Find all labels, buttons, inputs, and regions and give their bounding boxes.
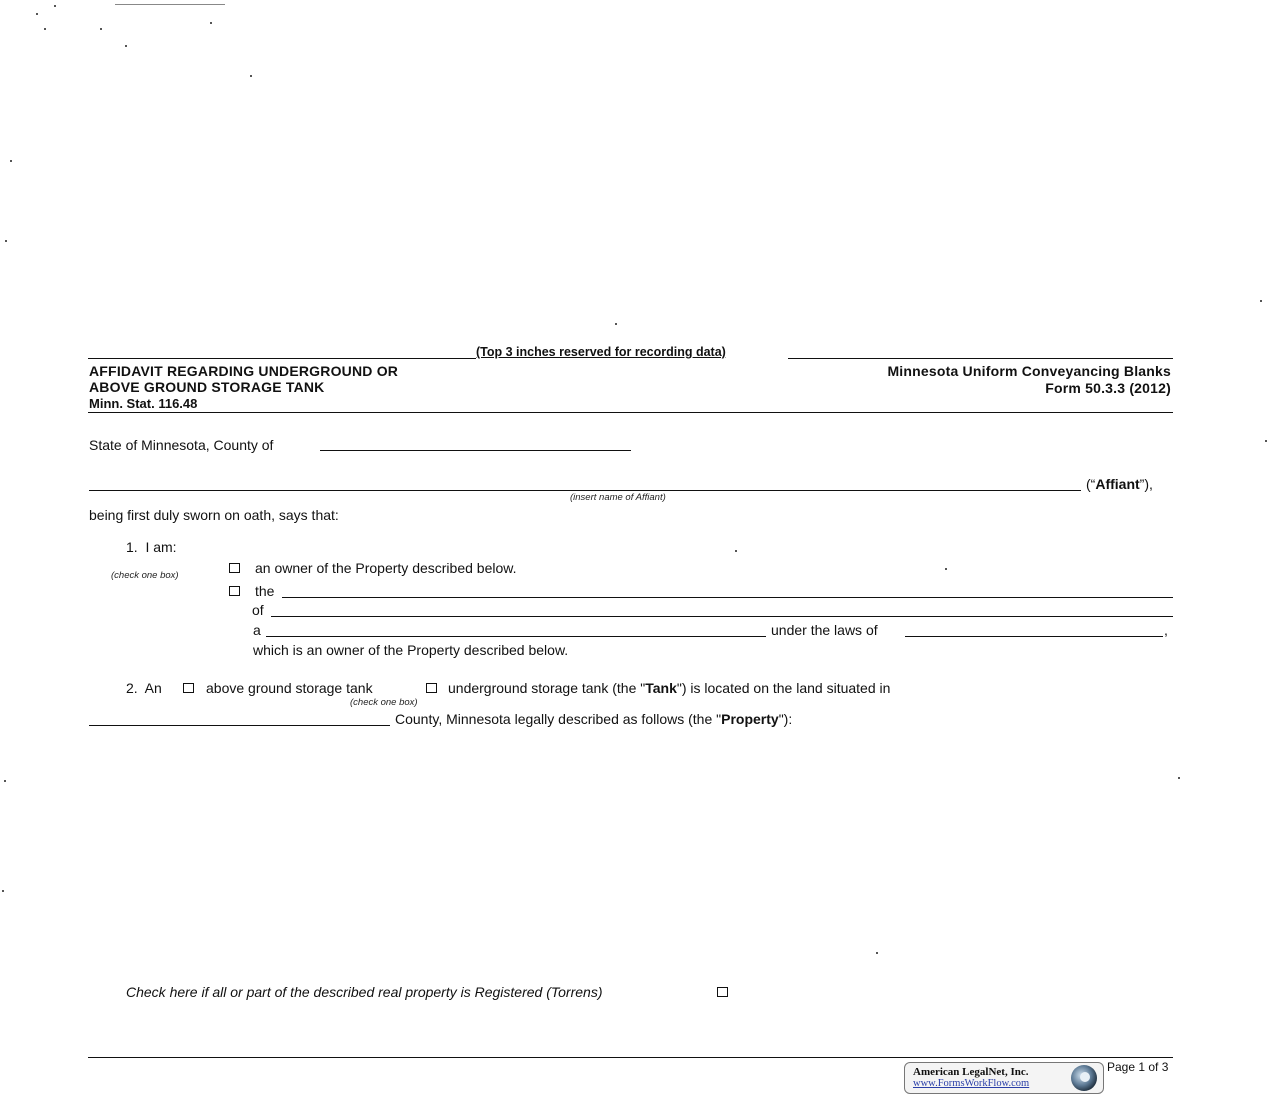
owner-option-label: an owner of the Property described below. bbox=[255, 560, 517, 576]
scan-speck bbox=[125, 45, 127, 47]
entity-checkbox[interactable] bbox=[229, 586, 240, 596]
section1-heading: 1. I am: bbox=[126, 539, 177, 555]
venue-label: State of Minnesota, County of bbox=[89, 437, 274, 453]
jurisdiction-field[interactable] bbox=[905, 636, 1163, 637]
entity-type-value[interactable] bbox=[269, 620, 763, 636]
section1-check-hint: (check one box) bbox=[111, 570, 179, 581]
tank-county-field[interactable] bbox=[89, 725, 390, 726]
affiant-label: (“Affiant”), bbox=[1086, 476, 1153, 492]
globe-icon bbox=[1071, 1065, 1097, 1091]
affiant-name-hint: (insert name of Affiant) bbox=[570, 492, 666, 503]
recording-rule-right bbox=[788, 358, 1173, 359]
scan-speck bbox=[2, 890, 4, 892]
scan-speck bbox=[1178, 777, 1180, 779]
scan-speck bbox=[615, 323, 617, 325]
affiant-name-field[interactable] bbox=[89, 490, 1081, 491]
scan-speck bbox=[1265, 440, 1267, 442]
form-number: Form 50.3.3 (2012) bbox=[1045, 380, 1171, 396]
section2-prefix: 2. An bbox=[126, 680, 162, 696]
logo-website-link[interactable]: www.FormsWorkFlow.com bbox=[913, 1078, 1030, 1089]
statute-reference: Minn. Stat. 116.48 bbox=[89, 396, 198, 411]
recording-data-note: (Top 3 inches reserved for recording data) bbox=[476, 345, 726, 359]
header-divider bbox=[88, 412, 1173, 413]
underground-checkbox[interactable] bbox=[426, 683, 437, 693]
entity-owner-tail: which is an owner of the Property described below. bbox=[253, 642, 569, 658]
owner-checkbox[interactable] bbox=[229, 563, 240, 573]
legal-description-area[interactable] bbox=[89, 740, 1173, 960]
scan-speck bbox=[4, 780, 6, 782]
entity-title-field[interactable] bbox=[282, 597, 1173, 598]
recording-rule-left bbox=[88, 358, 476, 359]
form-title-line-1: AFFIDAVIT REGARDING UNDERGROUND OR bbox=[89, 363, 399, 379]
under-laws-label: under the laws of bbox=[771, 622, 878, 638]
scan-speck bbox=[10, 160, 12, 162]
affiant-name-value[interactable] bbox=[92, 473, 1077, 489]
torrens-checkbox[interactable] bbox=[717, 987, 728, 997]
above-ground-checkbox[interactable] bbox=[183, 683, 194, 693]
scan-speck bbox=[54, 5, 56, 7]
scan-speck bbox=[115, 4, 225, 5]
torrens-label: Check here if all or part of the described real property is Registered (Torrens) bbox=[126, 984, 603, 1000]
entity-a-label: a bbox=[253, 622, 261, 638]
tank-county-value[interactable] bbox=[92, 709, 387, 725]
oath-statement: being first duly sworn on oath, says that: bbox=[89, 507, 339, 523]
entity-name-field[interactable] bbox=[271, 616, 1173, 617]
logo-company-name: American LegalNet, Inc. bbox=[913, 1066, 1029, 1078]
entity-title-value[interactable] bbox=[285, 581, 1170, 597]
scan-speck bbox=[1260, 300, 1262, 302]
underground-label: underground storage tank (the "Tank") is located on the land situated in bbox=[448, 680, 891, 696]
page-number: Page 1 of 3 bbox=[1107, 1060, 1169, 1074]
county-description-text: County, Minnesota legally described as follows (the "Property"): bbox=[395, 711, 793, 727]
form-title-line-2: ABOVE GROUND STORAGE TANK bbox=[89, 379, 325, 395]
entity-name-value[interactable] bbox=[274, 600, 1170, 616]
entity-of-label: of bbox=[252, 602, 264, 618]
jurisdiction-value[interactable] bbox=[908, 620, 1160, 636]
entity-the-label: the bbox=[255, 583, 275, 599]
section2-check-hint: (check one box) bbox=[350, 697, 418, 708]
scan-speck bbox=[210, 22, 212, 24]
footer-divider bbox=[88, 1057, 1173, 1058]
scan-speck bbox=[100, 28, 102, 30]
scan-speck bbox=[5, 240, 7, 242]
comma: , bbox=[1164, 622, 1168, 638]
entity-type-field[interactable] bbox=[266, 636, 766, 637]
form-series: Minnesota Uniform Conveyancing Blanks bbox=[887, 363, 1171, 379]
american-legalnet-logo[interactable] bbox=[904, 1062, 1104, 1094]
scan-speck bbox=[44, 28, 46, 30]
venue-county-field[interactable] bbox=[320, 450, 631, 451]
venue-county-value[interactable] bbox=[322, 434, 630, 450]
scan-speck bbox=[735, 550, 737, 552]
above-ground-label: above ground storage tank bbox=[206, 680, 373, 696]
scan-speck bbox=[36, 13, 38, 15]
scan-speck bbox=[945, 568, 947, 570]
scan-speck bbox=[250, 75, 252, 77]
